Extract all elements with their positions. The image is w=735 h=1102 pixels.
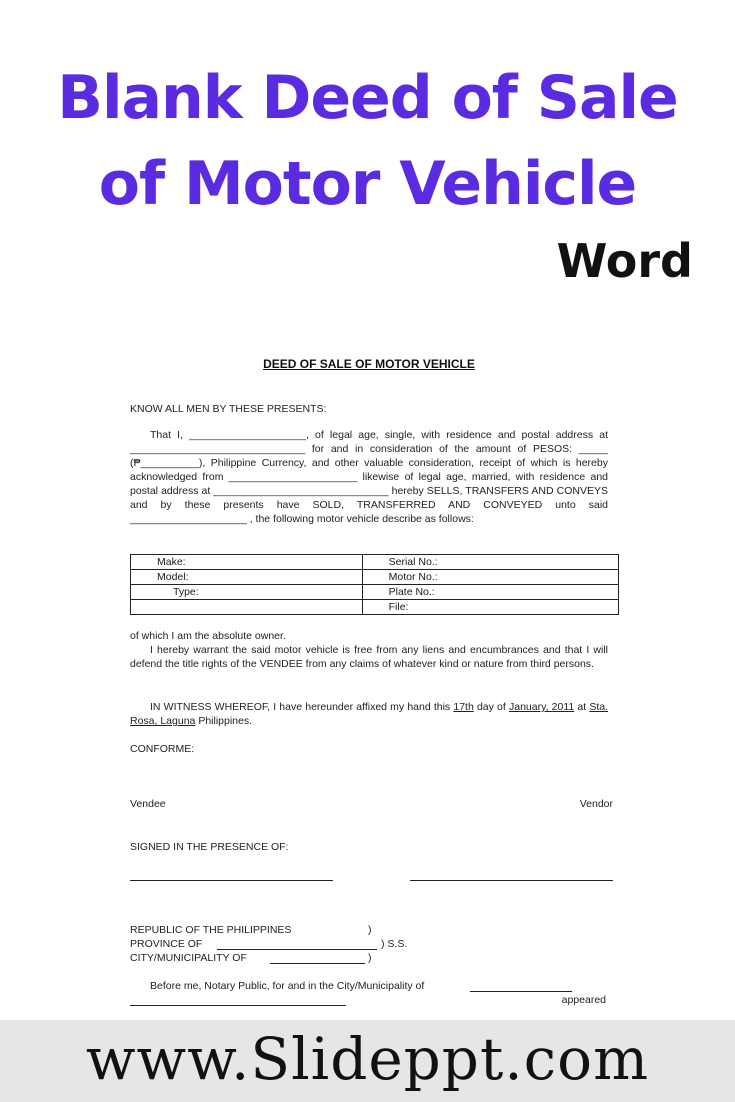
city-label: CITY/MUNICIPALITY OF [130,952,247,964]
bracket-text: ) [368,924,372,936]
table-cell: Type: [131,585,363,600]
city-line [270,963,365,964]
appeared-label: appeared [561,994,606,1006]
ss-label: ) S.S. [381,938,408,950]
intro-text: KNOW ALL MEN BY THESE PRESENTS: [130,403,327,415]
notary-text: Before me, Notary Public, for and in the City/Municipality of [150,980,425,992]
province-label: PROVINCE OF [130,938,203,950]
warranty-paragraph: I hereby warrant the said motor vehicle is free from any liens and encumbrances and that I will defend the title rights of the VENDEE from any claims of whatever kind or nature from third persons. [130,644,608,670]
signed-presence-label: SIGNED IN THE PRESENCE OF: [130,841,289,853]
document-title: DEED OF SALE OF MOTOR VEHICLE [263,357,475,371]
witness-signature-line-2 [410,880,613,881]
witness-signature-line-1 [130,880,333,881]
appearance-line [130,1005,346,1006]
site-url: www.Slideppt.com [85,1025,650,1093]
table-row [131,570,619,585]
table-cell: File: [362,600,618,615]
table-cell: Make: [131,555,363,570]
table-row [131,585,619,600]
table-cell: Serial No.: [362,555,618,570]
republic-label: REPUBLIC OF THE PHILIPPINES [130,924,292,936]
format-label: Word [556,234,693,288]
notary-city-line [470,991,572,992]
table-cell: Plate No.: [362,585,618,600]
vendee-label: Vendee [130,798,166,810]
table-cell [131,600,363,615]
sale-paragraph: That I, ____________________, of legal age, single, with residence and postal address at ______________________________ for and in consideration of the amount of PESOS: _____ (₱__________), Philippine Currency, and other valuable consideration, receipt of which is hereby acknowledged from ______________________ likewise of legal age, married, with residence and postal address at ______________________________ hereby SELLS, TRANSFERS AND CONVEYS and by these presents have SOLD, TRANSFERRED AND CONVEYED unto said ____________________ , the following motor vehicle describe as follows: [130,429,608,525]
table-row [131,555,619,570]
conforme-label: CONFORME: [130,743,195,755]
page-title-line-1: Blank Deed of Sale [57,63,678,133]
owner-line: of which I am the absolute owner. [130,630,286,642]
table-cell: Motor No.: [362,570,618,585]
vehicle-table [130,554,619,615]
table-cell: Model: [131,570,363,585]
witness-paragraph: IN WITNESS WHEREOF, I have hereunder affixed my hand this 17th day of January, 2011 at Sta. Rosa, Laguna Philippines. [130,701,609,727]
bracket-text: ) [368,952,372,964]
table-row [131,600,619,615]
province-line [217,949,377,950]
vendor-label: Vendor [579,798,613,810]
page-title-line-2: of Motor Vehicle [98,149,637,219]
